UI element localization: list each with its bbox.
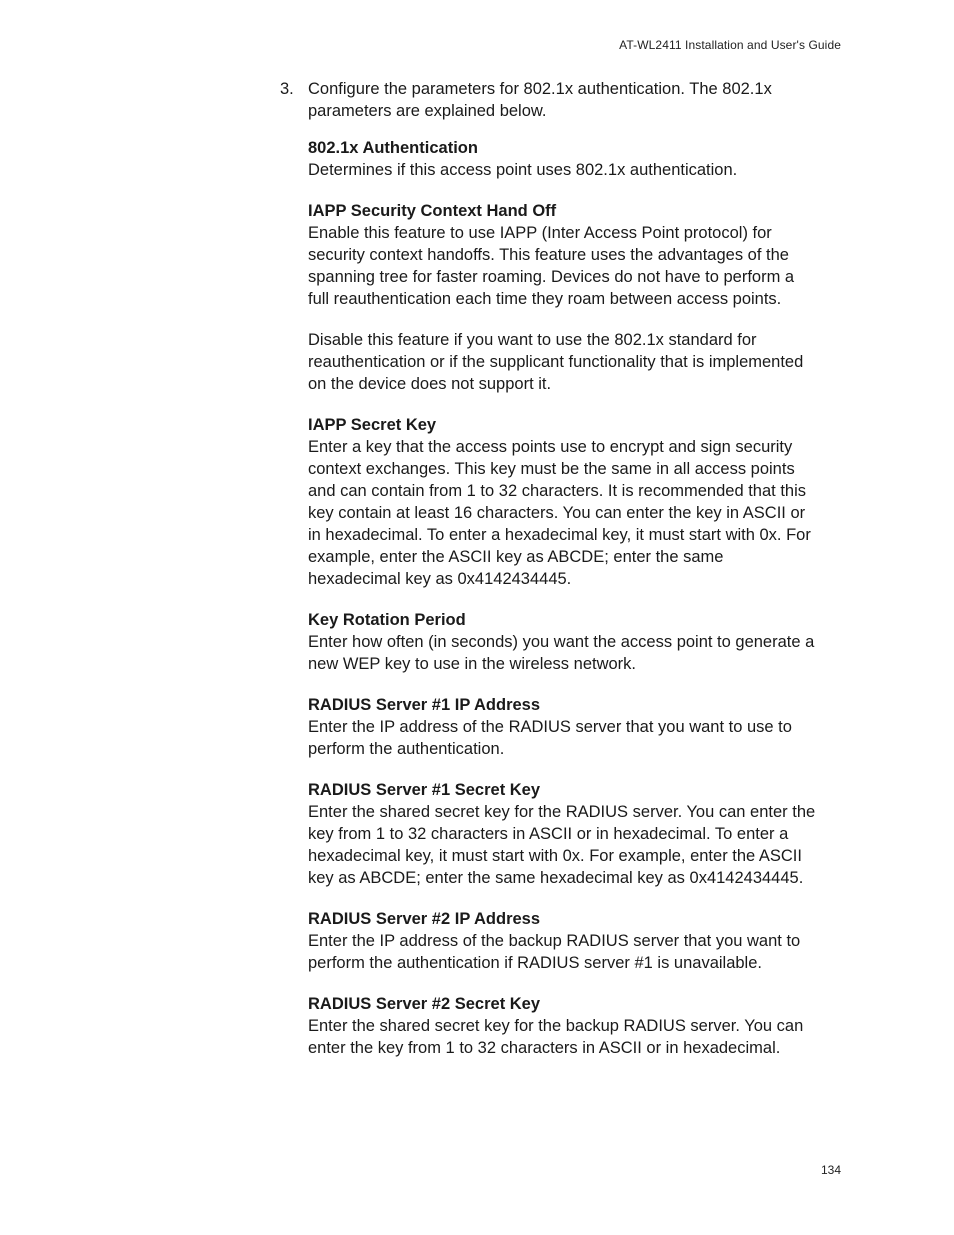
section-paragraph: Enter the shared secret key for the RADIUS server. You can enter the key from 1 to 32 characters in ASCII or in hexadecimal. To enter a hexadecimal key, it must start with 0x. For example, enter the ASCII key as ABCDE; enter the same hexadecimal key as 0x4142434445. <box>308 803 816 887</box>
section-heading: RADIUS Server #1 IP Address <box>308 696 541 714</box>
section-heading: RADIUS Server #2 IP Address <box>308 910 541 928</box>
running-header: AT-WL2411 Installation and User's Guide <box>619 38 841 52</box>
section-heading: RADIUS Server #2 Secret Key <box>308 995 541 1013</box>
section-heading: RADIUS Server #1 Secret Key <box>308 781 541 799</box>
parameter-list <box>308 137 816 1078</box>
section-heading: IAPP Secret Key <box>308 416 437 434</box>
section-paragraph: Enter the IP address of the backup RADIUS server that you want to perform the authentication if RADIUS server #1 is unavailable. <box>308 932 801 972</box>
step-number: 3. <box>280 80 294 98</box>
section-heading: Key Rotation Period <box>308 611 466 629</box>
section-iapp-security-context <box>308 200 816 395</box>
section-paragraph: Enable this feature to use IAPP (Inter Access Point protocol) for security context handoffs. This feature uses the advantages of the spanning tree for faster roaming. Devices do not have to perform a full reauthentication each time they roam between access points. <box>308 224 795 308</box>
section-paragraph: Disable this feature if you want to use the 802.1x standard for reauthentication or if the supplicant functionality that is implemented on the device does not support it. <box>308 331 804 393</box>
section-8021x-authentication <box>308 137 816 181</box>
section-radius-2-ip <box>308 908 816 974</box>
section-radius-1-secret <box>308 779 816 889</box>
section-heading: 802.1x Authentication <box>308 139 478 157</box>
section-heading: IAPP Security Context Hand Off <box>308 202 557 220</box>
section-radius-2-secret <box>308 993 816 1059</box>
section-paragraph: Enter a key that the access points use to encrypt and sign security context exchanges. This key must be the same in all access points and can contain from 1 to 32 characters. It is recommended that this key contain at least 16 characters. You can enter the key in ASCII or in hexadecimal. To enter a hexadecimal key, it must start with 0x. For example, enter the ASCII key as ABCDE; enter the same hexadecimal key as 0x4142434445. <box>308 438 811 588</box>
section-radius-1-ip <box>308 694 816 760</box>
page-number: 134 <box>820 1163 841 1177</box>
section-paragraph: Enter how often (in seconds) you want the access point to generate a new WEP key to use in the wireless network. <box>308 633 815 673</box>
section-key-rotation-period <box>308 609 816 675</box>
section-iapp-secret-key <box>308 414 816 590</box>
section-paragraph: Enter the IP address of the RADIUS server that you want to use to perform the authentication. <box>308 718 792 758</box>
section-paragraph: Enter the shared secret key for the backup RADIUS server. You can enter the key from 1 to 32 characters in ASCII or in hexadecimal. <box>308 1017 804 1057</box>
step-text: Configure the parameters for 802.1x authentication. The 802.1x parameters are explained below. <box>308 80 772 120</box>
procedure-step <box>280 78 815 122</box>
section-paragraph: Determines if this access point uses 802.1x authentication. <box>308 161 738 179</box>
